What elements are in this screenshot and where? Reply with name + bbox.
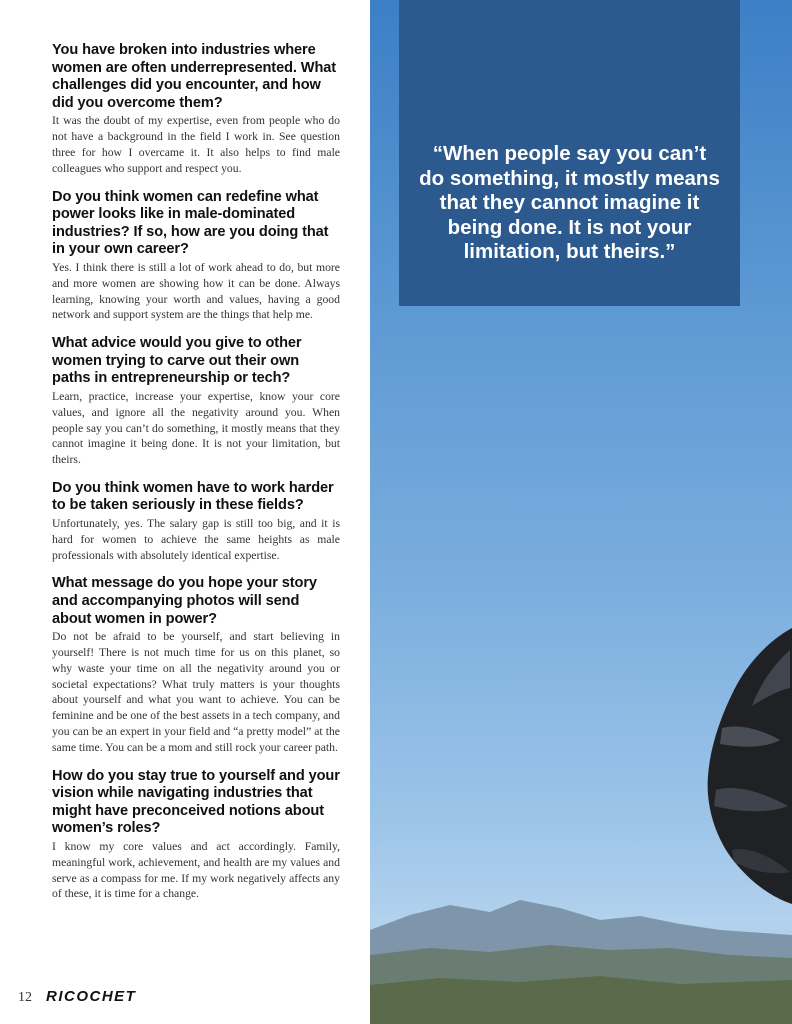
question-heading: How do you stay true to yourself and your vision while navigating industries that might have preconceived notions about women’s roles? — [52, 767, 340, 837]
answer-text: I know my core values and act accordingly. Family, meaningful work, achievement, and health are my values and serve as a compass for me. If my work negatively affects any of these, it is time for a change. — [52, 840, 340, 901]
magazine-brand-logo: RICOCHET — [46, 988, 137, 1005]
answer-text: Do not be afraid to be yourself, and start believing in yourself! There is not much time for us on this planet, so why waste your time on all the negativity around you or societal expectations? What truly matters is your thoughts about yourself and what you want to achieve. You can be feminine and be one of the best assets in a tech company, and you can be an expert in your field and “a pretty model” at the same time. You can be a mom and still rock your career path. — [52, 630, 340, 754]
qa-block-3 — [52, 335, 340, 468]
article-column — [52, 42, 340, 914]
foreground-vegetation — [370, 976, 792, 1024]
qa-block-4 — [52, 480, 340, 564]
answer-text: Unfortunately, yes. The salary gap is still too big, and it is hard for women to achieve the same heights as male professionals with absolutely identical expertise. — [52, 517, 340, 562]
question-heading: Do you think women can redefine what power looks like in male-dominated industries? If so, how are you doing that in your own career? — [52, 188, 329, 258]
page-footer — [18, 988, 136, 1006]
pull-quote-box — [399, 0, 740, 306]
answer-text: Learn, practice, increase your expertise, know your core values, and ignore all the negativity around you. When people say you can’t do something, it mostly means that they cannot imagine it being done. It is not your limitation, but theirs. — [52, 389, 340, 467]
question-heading: Do you think women have to work harder to be taken seriously in these fields? — [52, 479, 334, 514]
answer-text: It was the doubt of my expertise, even from people who do not have a background in the field I work in. See question three for how I overcame it. It also helps to find male colleagues who support and respect you. — [52, 114, 340, 175]
question-heading: What advice would you give to other women trying to carve out their own paths in entrepreneurship or tech? — [52, 335, 302, 387]
qa-block-1 — [52, 42, 340, 177]
question-heading: You have broken into industries where women are often underrepresented. What challenges did you encounter, and how did you overcome them? — [52, 42, 337, 111]
qa-block-5 — [52, 575, 340, 755]
answer-text: Yes. I think there is still a lot of work ahead to do, but more and more women are showing how it can be done. Always learning, knowing your worth and values, having a good network and support system are the things that help me. — [52, 260, 340, 322]
qa-block-2 — [52, 189, 340, 324]
pull-quote: “When people say you can’t do something, it mostly means that they cannot imagine it being done. It is not your limitation, but theirs.” — [419, 142, 720, 263]
qa-block-6 — [52, 768, 340, 903]
page-number: 12 — [18, 990, 32, 1005]
question-heading: What message do you hope your story and accompanying photos will send about women in power? — [52, 575, 317, 627]
